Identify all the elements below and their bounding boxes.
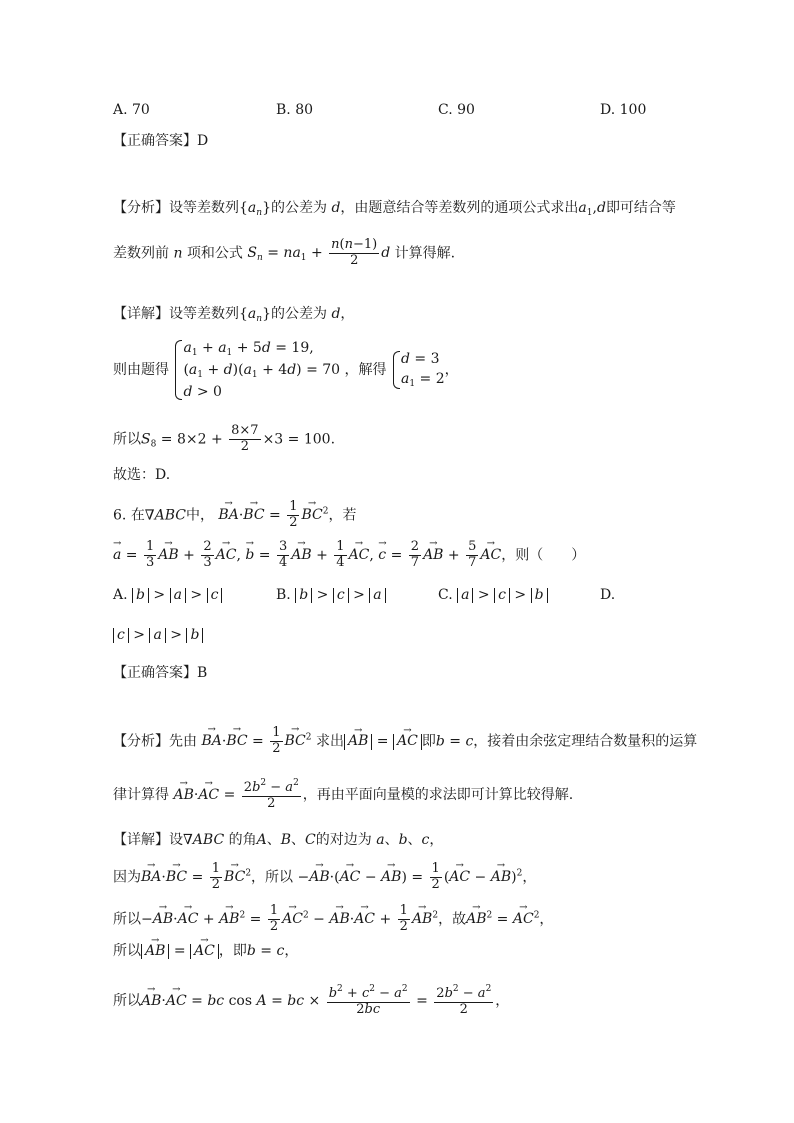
q5-detail-system: 则由题得 $a_1 + a_1 + 5d = 19$, $(a_1 + d)(a_1 + 4d) = 70$ d > 0 ，解得 d = 3 $a_1 = 2$ ， — [113, 338, 459, 402]
equation-system: $a_1 + a_1 + 5d = 19$, $(a_1 + d)(a_1 + 4d) = 70$ d > 0 — [173, 338, 340, 402]
q6-detail-line1: 【详解】设∇ABC 的角A、B、C的对边为 a、b、c， — [113, 832, 444, 848]
solution-system: d = 3 $a_1 = 2$ — [391, 349, 445, 391]
q6-stem-line2: → a = $\frac{1}{3}$ → AB + $\frac{2}{3}$ → AC, → b = $\frac{3}{4}$ → AB + $\frac{1}{4}$ → AC, → c = $\frac{2}{7}$ → AB + $\frac{5}{7}$ → AC，则（ ） — [113, 540, 585, 571]
q6-detail-line3: 所以−→ AB·→ AC + → $AB^2$ = $\frac{1}{2}$ → $AC^2$ − → AB·→ AC + $\frac{1}{2}$ → $AB^2$，故→ $AB^2$ = → $AC^2$， — [113, 904, 553, 935]
q6-option-c: C. a > c > b — [438, 587, 548, 604]
q6-option-d-label: D. — [600, 587, 616, 603]
q6-detail-line2: 因为→ BA·→ BC = $\frac{1}{2}$ → $BC^2$，所以 −→ AB·(→ AC − → AB) = $\frac{1}{2}$ (→ AC − → AB)$^2$， — [113, 862, 536, 893]
q5-option-b: B. 80 — [276, 102, 314, 118]
q5-answer: 【正确答案】D — [113, 133, 209, 149]
math: $a_1,d$ — [578, 200, 606, 218]
q6-analysis-line1: 【分析】先由 → BA·→ BC = $\frac{1}{2}$ → $BC^2$ 求出→ AB = → AC 即b = c，接着由余弦定理结合数量积的运算 — [113, 726, 697, 757]
q5-detail-line1: 【详解】设等差数列$\{a_n\}$的公差为 d， — [113, 306, 355, 324]
q6-option-d: c > a > b — [113, 627, 203, 644]
sum-formula: $S_n = na_1$ + $\frac{n(n-1)}{2}$ d — [247, 237, 391, 268]
analysis-tag: 【分析】 — [113, 200, 169, 216]
q6-stem-line1: 6. 在∇ABC中， → BA·→ BC = $\frac{1}{2}$ → $BC^2$，若 — [113, 500, 356, 531]
q5-analysis-line2: 差数列前 n 项和公式 $S_n = na_1$ + $\frac{n(n-1)}{2}$ d 计算得解. — [113, 237, 456, 268]
q6-detail-line5: 所以→ AB·→ AC = bc cos A = bc × $\frac{b^2 + c^2 - a^2}{2bc}$ = $\frac{2b^2 - a^2}{2}$ ， — [113, 984, 509, 1018]
detail-tag: 【详解】 — [113, 306, 169, 322]
q5-option-a: A. 70 — [113, 102, 150, 118]
q6-analysis-line2: 律计算得 → AB·→ AC = $\frac{2b^2 - a^2}{2}$ ，再由平面向量模的求法即可计算比较得解. — [113, 778, 573, 812]
q5-option-d: D. 100 — [600, 102, 647, 118]
q6-option-b: B. b > c > a — [276, 587, 386, 604]
q6-option-a: A. b > a > c — [113, 587, 222, 604]
q6-answer: 【正确答案】B — [113, 665, 208, 681]
q6-detail-line4: 所以→ AB = → AC ，即b = c， — [113, 943, 298, 960]
q5-option-c: C. 90 — [438, 102, 475, 118]
q5-detail-sum: 所以$S_8 = 8\times 2$ + $\frac{8\times 7}{2}$ ×3 = 100. — [113, 423, 336, 454]
math: $\{a_n\}$ — [239, 200, 271, 218]
q5-analysis-line1: 【分析】设等差数列$\{a_n\}$的公差为 d，由题意结合等差数列的通项公式求出$a_1,d$即可结合等 — [113, 200, 676, 218]
q5-conclusion: 故选：D. — [113, 467, 171, 483]
